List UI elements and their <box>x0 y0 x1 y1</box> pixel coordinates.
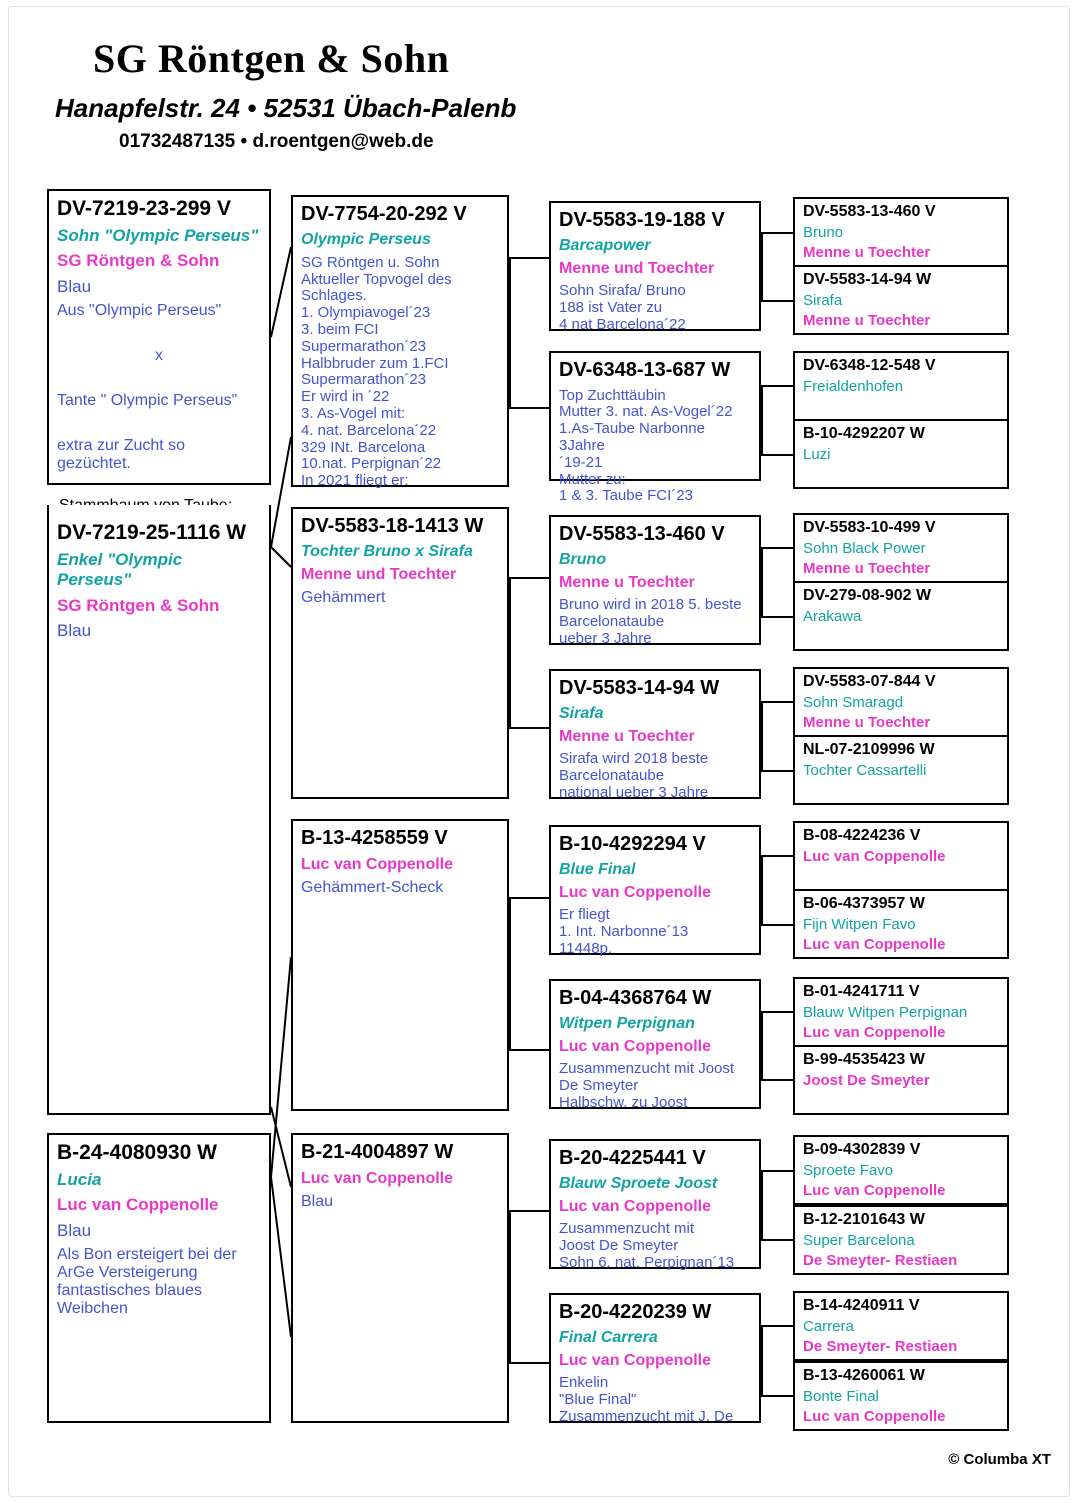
owner-name: Luc van Coppenolle <box>803 1023 946 1041</box>
ring-number: DV-5583-13-460 V <box>803 203 936 220</box>
ring-number: B-01-4241711 V <box>803 983 920 1000</box>
pigeon-name: Freialdenhofen <box>803 377 904 395</box>
ring-number: DV-7754-20-292 V <box>301 203 467 225</box>
ring-number: DV-6348-12-548 V <box>803 357 936 374</box>
link <box>761 1325 763 1395</box>
note-line: Aktueller Topvogel des <box>301 270 452 288</box>
ring-number: DV-6348-13-687 W <box>559 359 731 381</box>
note-line: 1 & 3. Taube FCI´23 <box>559 487 693 505</box>
pedigree-box-gen3-3[interactable] <box>549 669 761 799</box>
owner-name: Luc van Coppenolle <box>559 883 712 901</box>
pedigree-box-gen4-1[interactable] <box>793 265 1009 335</box>
note-line <box>57 416 261 432</box>
ring-number: DV-5583-18-1413 W <box>301 515 484 537</box>
link <box>509 577 549 579</box>
page-title: SG Röntgen & Sohn <box>93 36 450 81</box>
pigeon-name: Super Barcelona <box>803 1231 915 1249</box>
note-line: Als Bon ersteigert bei der <box>57 1245 237 1263</box>
note-line: 329 INt. Barcelona <box>301 438 426 456</box>
owner-name: SG Röntgen & Sohn <box>57 251 220 271</box>
note-line: fantastisches blaues <box>57 1281 202 1299</box>
pedigree-box-gen1-0[interactable] <box>47 189 271 485</box>
color-label: Gehämmert-Scheck <box>301 878 444 896</box>
note-line: 4 nat Barcelona´22 <box>559 315 686 333</box>
ring-number: B-24-4080930 W <box>57 1141 217 1164</box>
note-line: Supermarathon´23 <box>301 371 427 389</box>
pigeon-name: Tochter Bruno x Sirafa <box>301 542 473 560</box>
pedigree-box-gen4-11[interactable] <box>793 1045 1009 1115</box>
link <box>761 1239 793 1241</box>
pedigree-box-gen4-7[interactable] <box>793 735 1009 805</box>
owner-name: Luc van Coppenolle <box>803 847 946 865</box>
pedigree-box-gen4-9[interactable] <box>793 889 1009 959</box>
ring-number: B-04-4368764 W <box>559 987 712 1009</box>
color-label: Blau <box>57 620 92 640</box>
copyright-footer: © Columba XT <box>948 1451 1051 1468</box>
pigeon-name: Luzi <box>803 445 831 463</box>
owner-name: Menne u Toechter <box>803 243 931 261</box>
pedigree-box-gen1-2[interactable] <box>47 1133 271 1423</box>
note-line: x <box>155 346 163 364</box>
ring-number: B-13-4260061 W <box>803 1367 925 1384</box>
note-line: 10.nat. Perpignan´22 <box>301 455 442 473</box>
pigeon-name: Bonte Final <box>803 1387 879 1405</box>
link <box>761 1395 793 1397</box>
link <box>509 897 549 899</box>
link <box>761 701 793 703</box>
link <box>509 257 549 259</box>
link <box>761 454 793 456</box>
note-line: Barcelonataube <box>559 612 665 630</box>
note-line: Top Zuchttäubin <box>559 386 666 404</box>
pigeon-name: Sproete Favo <box>803 1161 894 1179</box>
ring-number: DV-5583-13-460 V <box>559 523 725 545</box>
owner-name: Menne u Toechter <box>559 727 695 745</box>
color-label: Blau <box>57 1220 92 1240</box>
ring-number: DV-279-08-902 W <box>803 587 932 604</box>
ring-number: B-13-4258559 V <box>301 827 448 849</box>
note-line: Bruno wird in 2018 5. beste <box>559 595 742 613</box>
link <box>761 1170 763 1240</box>
note-line: De Smeyter <box>559 1076 639 1094</box>
ring-number: B-08-4224236 V <box>803 827 921 844</box>
note-line: Zusammenzucht mit Joost <box>559 1059 735 1077</box>
pedigree-sheet <box>8 6 1070 1497</box>
note-line: ´19-21 <box>559 453 603 471</box>
link <box>761 547 763 617</box>
note-line: Zusammenzucht mit J. De <box>559 1407 734 1425</box>
link <box>509 407 549 409</box>
owner-name: Menne und Toechter <box>559 259 715 277</box>
owner-name: Luc van Coppenolle <box>559 1351 712 1369</box>
pigeon-name: Lucia <box>57 1169 102 1189</box>
note-line: Tante " Olympic Perseus" <box>57 391 238 409</box>
owner-name: Luc van Coppenolle <box>803 1181 946 1199</box>
ring-number: B-99-4535423 W <box>803 1051 925 1068</box>
link <box>761 1011 793 1013</box>
note-line: Aus "Olympic Perseus" <box>57 301 222 319</box>
link <box>761 924 793 926</box>
pigeon-name: Blue Final <box>559 860 636 878</box>
owner-name: Menne u Toechter <box>803 311 931 329</box>
ring-number: DV-5583-14-94 W <box>803 271 932 288</box>
pigeon-name: Fijn Witpen Favo <box>803 915 916 933</box>
ring-number: B-20-4225441 V <box>559 1147 706 1169</box>
owner-name: Menne und Toechter <box>301 565 457 583</box>
note-line: Sohn 6. nat. Perpignan´13 <box>559 1253 735 1271</box>
link <box>761 385 763 455</box>
loft-address: Hanapfelstr. 24 • 52531 Übach-Palenb <box>55 93 517 123</box>
pedigree-box-gen4-0[interactable] <box>793 197 1009 267</box>
pedigree-box-gen2-2[interactable] <box>291 819 509 1111</box>
ring-number: B-10-4292207 W <box>803 425 925 442</box>
pigeon-name: Sohn Smaragd <box>803 693 904 711</box>
ring-number: B-14-4240911 V <box>803 1297 920 1314</box>
owner-name: Luc van Coppenolle <box>301 855 454 873</box>
note-line: 4. nat. Barcelona´22 <box>301 421 437 439</box>
link <box>761 1325 793 1327</box>
pedigree-box-gen4-14[interactable] <box>793 1291 1009 1361</box>
ring-number: B-09-4302839 V <box>803 1141 921 1158</box>
ring-number: B-10-4292294 V <box>559 833 706 855</box>
note-line: Zusammenzucht mit <box>559 1219 695 1237</box>
pedigree-box-gen4-3[interactable] <box>793 419 1009 489</box>
note-line: "Blue Final" <box>559 1390 637 1408</box>
link <box>761 701 763 771</box>
note-line: Weibchen <box>57 1299 128 1317</box>
pedigree-box-gen3-0[interactable] <box>549 201 761 331</box>
note-line: Mutter 3. nat. As-Vogel´22 <box>559 403 733 421</box>
owner-name: Luc van Coppenolle <box>803 1407 946 1425</box>
note-line: Sirafa wird 2018 beste <box>559 749 709 767</box>
pigeon-name: Arakawa <box>803 607 862 625</box>
pigeon-name: Tochter Cassartelli <box>803 761 927 779</box>
note-line: Barcelonataube <box>559 766 665 784</box>
link <box>761 855 793 857</box>
note-line: 3. beim FCI <box>301 320 379 338</box>
link <box>509 897 511 1049</box>
ring-number: B-06-4373957 W <box>803 895 925 912</box>
ring-number: B-20-4220239 W <box>559 1301 712 1323</box>
note-line: 3. As-Vogel mit: <box>301 404 406 422</box>
ring-number: B-12-2101643 W <box>803 1211 925 1228</box>
pigeon-name: Enkel "Olympic Perseus" <box>57 549 183 590</box>
note-line: Schlages. <box>301 287 367 305</box>
link <box>761 385 793 387</box>
pigeon-name: Blauw Sproete Joost <box>559 1174 718 1192</box>
ring-number: DV-5583-07-844 V <box>803 673 936 690</box>
pedigree-box-gen4-12[interactable] <box>793 1135 1009 1205</box>
pigeon-name: Sohn Black Power <box>803 539 926 557</box>
pedigree-box-gen2-0[interactable] <box>291 195 509 490</box>
link <box>761 1170 793 1172</box>
note-line: 1.As-Taube Narbonne 3Jahre <box>559 420 705 454</box>
link <box>509 1362 549 1364</box>
pigeon-name: Sohn "Olympic Perseus" <box>57 225 259 245</box>
note-line: 1. Olympiavogel´23 <box>301 304 431 322</box>
pedigree-box-gen4-13[interactable] <box>793 1205 1009 1275</box>
note-line: Er wird in ´22 <box>301 388 390 406</box>
link <box>761 232 793 234</box>
link <box>509 727 549 729</box>
owner-name: Luc van Coppenolle <box>301 1169 454 1187</box>
pigeon-name: Blauw Witpen Perpignan <box>803 1003 968 1021</box>
owner-name: Luc van Coppenolle <box>559 1037 712 1055</box>
link <box>509 1049 549 1051</box>
link <box>761 300 793 302</box>
note-line: ArGe Versteigerung <box>57 1263 198 1281</box>
note-line: Halbbruder zum 1.FCI <box>301 354 449 372</box>
pedigree-box-gen4-8[interactable] <box>793 821 1009 891</box>
link <box>509 257 511 409</box>
owner-name: Luc van Coppenolle <box>559 1197 712 1215</box>
note-line: Sohn Sirafa/ Bruno <box>559 281 686 299</box>
ring-number: DV-7219-25-1116 W <box>57 521 247 544</box>
ring-number: DV-5583-10-499 V <box>803 519 936 536</box>
owner-name: Joost De Smeyter <box>803 1071 930 1089</box>
note-line: Mutter zu: <box>559 470 626 488</box>
owner-name: SG Röntgen & Sohn <box>57 595 220 615</box>
pedigree-box-gen4-5[interactable] <box>793 581 1009 651</box>
note-line: In 2021 fliegt er: <box>301 472 409 490</box>
note-line: national ueber 3 Jahre <box>559 783 709 801</box>
owner-name: Luc van Coppenolle <box>57 1195 219 1215</box>
note-line <box>57 371 261 387</box>
link <box>761 770 793 772</box>
note-line: Halbschw. zu Joost <box>559 1093 688 1111</box>
color-label: Gehämmert <box>301 588 386 606</box>
pedigree-box-gen2-3[interactable] <box>291 1133 509 1423</box>
link <box>761 547 793 549</box>
ring-number: DV-5583-19-188 V <box>559 209 725 231</box>
note-line <box>57 326 261 342</box>
pedigree-box-gen4-4[interactable] <box>793 513 1009 583</box>
pigeon-name: Final Carrera <box>559 1328 658 1346</box>
pedigree-box-gen3-2[interactable] <box>549 515 761 645</box>
ring-number: B-21-4004897 W <box>301 1141 454 1163</box>
note-line: Er fliegt <box>559 905 610 923</box>
ring-number: DV-7219-23-299 V <box>57 197 231 220</box>
link <box>509 577 511 729</box>
pedigree-box-gen3-5[interactable] <box>549 979 761 1109</box>
pedigree-box-gen3-6[interactable] <box>549 1139 761 1269</box>
link <box>761 616 793 618</box>
note-line: 11448p. <box>559 939 613 957</box>
ring-number: NL-07-2109996 W <box>803 741 935 758</box>
pigeon-name: Sirafa <box>559 704 604 722</box>
owner-name: De Smeyter- Restiaen <box>803 1251 958 1269</box>
note-line: Joost De Smeyter <box>559 1236 679 1254</box>
pigeon-name: Bruno <box>803 223 844 241</box>
pedigree-box-gen3-7[interactable] <box>549 1293 761 1423</box>
owner-name: Menne u Toechter <box>803 713 931 731</box>
link <box>509 1210 549 1212</box>
note-line: ueber 3 Jahre <box>559 629 652 647</box>
pigeon-name: Sirafa <box>803 291 843 309</box>
loft-contact: 01732487135 • d.roentgen@web.de <box>119 131 434 152</box>
note-line: extra zur Zucht so gezüchtet. <box>57 436 186 473</box>
pedigree-box-gen4-15[interactable] <box>793 1361 1009 1431</box>
note-line: SG Röntgen u. Sohn <box>301 253 440 271</box>
note-line: Enkelin <box>559 1373 609 1391</box>
pedigree-box-gen3-1[interactable] <box>549 351 761 505</box>
link <box>761 1079 793 1081</box>
pigeon-name: Witpen Perpignan <box>559 1014 695 1032</box>
pigeon-name: Barcapower <box>559 236 651 254</box>
note-line: Supermarathon´23 <box>301 337 427 355</box>
link <box>761 232 763 302</box>
color-label: Blau <box>57 276 92 296</box>
note-line: 1. Int. Narbonne´13 <box>559 922 689 940</box>
link <box>761 1011 763 1081</box>
owner-name: Menne u Toechter <box>803 559 931 577</box>
pedigree-box-gen4-2[interactable] <box>793 351 1009 421</box>
owner-name: Luc van Coppenolle <box>803 935 946 953</box>
pigeon-name: Bruno <box>559 550 607 568</box>
note-line: 188 ist Vater zu <box>559 298 663 316</box>
pedigree-box-gen1-1[interactable] <box>47 505 271 1115</box>
ring-number: DV-5583-14-94 W <box>559 677 720 699</box>
pigeon-name: Olympic Perseus <box>301 230 431 248</box>
pedigree-box-gen4-10[interactable] <box>793 977 1009 1047</box>
link <box>761 855 763 925</box>
pedigree-box-gen2-1[interactable] <box>291 507 509 799</box>
pigeon-name: Carrera <box>803 1317 854 1335</box>
owner-name: Menne u Toechter <box>559 573 695 591</box>
pedigree-box-gen4-6[interactable] <box>793 667 1009 737</box>
link <box>509 1210 511 1362</box>
pedigree-box-gen3-4[interactable] <box>549 825 761 955</box>
owner-name: De Smeyter- Restiaen <box>803 1337 958 1355</box>
color-label: Blau <box>301 1192 334 1210</box>
